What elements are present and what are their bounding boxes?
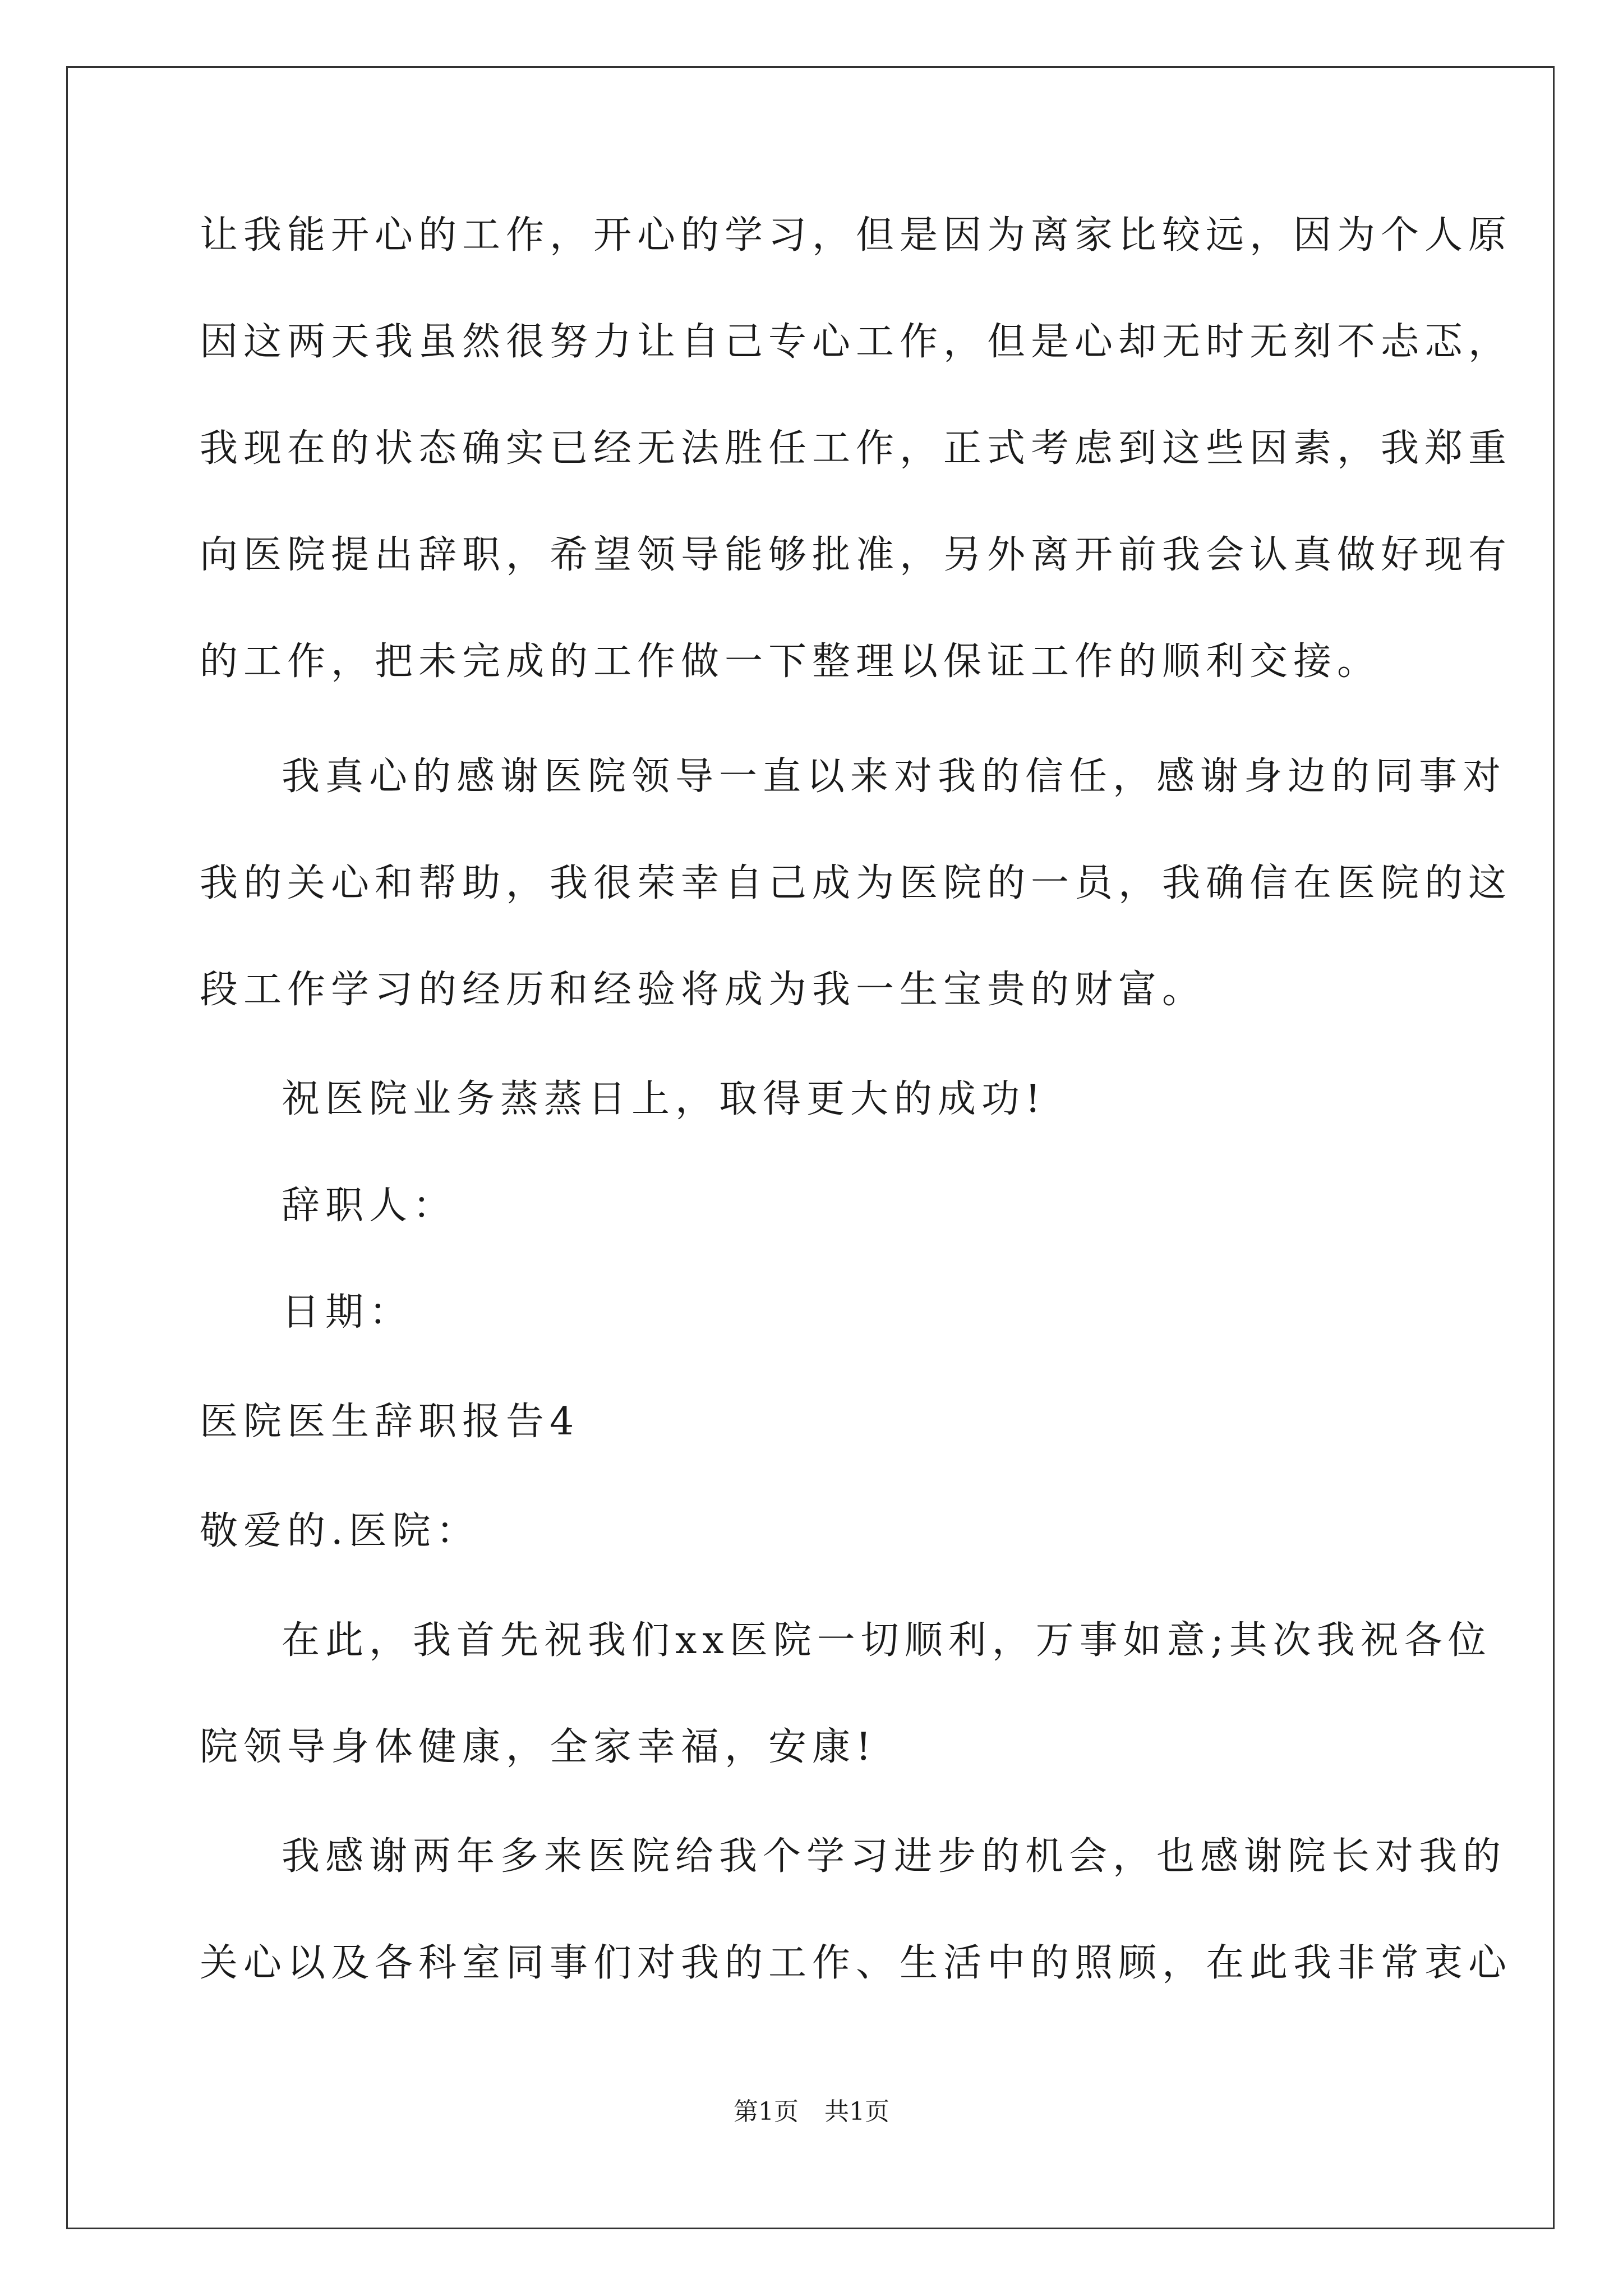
paragraph-start-line: 我真心的感谢医院领导一直以来对我的信任，感谢身边的同事对 bbox=[282, 754, 1507, 799]
page-border bbox=[66, 66, 1555, 2229]
closing-wish-line: 祝医院业务蒸蒸日上，取得更大的成功! bbox=[282, 1077, 1046, 1121]
section-title: 医院医生辞职报告4 bbox=[200, 1400, 580, 1444]
text-line: 让我能开心的工作，开心的学习，但是因为离家比较远，因为个人原 bbox=[200, 213, 1513, 257]
text-line: 因这两天我虽然很努力让自己专心工作，但是心却无时无刻不忐忑， bbox=[200, 320, 1513, 364]
text-line: 关心以及各科室同事们对我的工作、生活中的照顾，在此我非常衷心 bbox=[200, 1941, 1513, 1985]
text-line: 段工作学习的经历和经验将成为我一生宝贵的财富。 bbox=[200, 968, 1206, 1012]
page-total: 共1页 bbox=[824, 2097, 889, 2126]
text-line: 的工作，把未完成的工作做一下整理以保证工作的顺利交接。 bbox=[200, 639, 1381, 684]
page-number: 第1页 bbox=[734, 2097, 799, 2126]
text-line: 院领导身体健康，全家幸福，安康! bbox=[200, 1725, 877, 1769]
page-footer bbox=[0, 2095, 1623, 2129]
paragraph-start-line: 在此，我首先祝我们xx医院一切顺利，万事如意;其次我祝各位 bbox=[282, 1618, 1492, 1663]
text-line: 我现在的状态确实已经无法胜任工作，正式考虑到这些因素，我郑重 bbox=[200, 426, 1513, 471]
text-line: 向医院提出辞职，希望领导能够批准，另外离开前我会认真做好现有 bbox=[200, 533, 1513, 577]
paragraph-start-line: 我感谢两年多来医院给我个学习进步的机会，也感谢院长对我的 bbox=[282, 1834, 1507, 1879]
text-line: 我的关心和帮助，我很荣幸自己成为医院的一员，我确信在医院的这 bbox=[200, 861, 1513, 905]
date-label: 日期： bbox=[282, 1290, 413, 1335]
salutation: 敬爱的.医院： bbox=[200, 1509, 480, 1553]
signature-label: 辞职人： bbox=[282, 1184, 457, 1228]
